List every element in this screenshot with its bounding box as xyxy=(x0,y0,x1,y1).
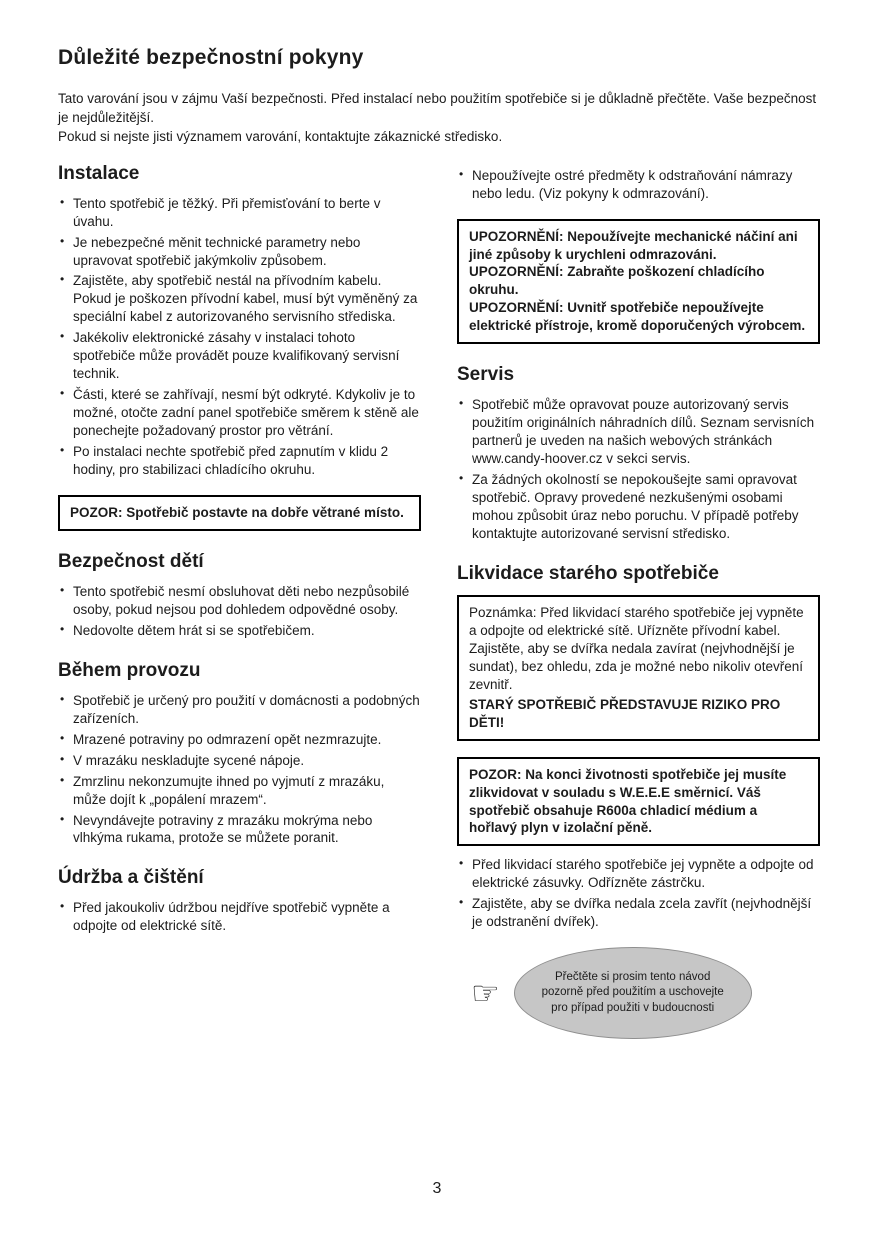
pointing-hand-icon: ☞ xyxy=(471,975,500,1012)
read-manual-text: Přečtěte si prosim tento návod pozorně před použitím a uschovejte pro případ použiti v budoucnosti xyxy=(541,970,724,1014)
page-number: 3 xyxy=(432,1180,442,1197)
intro-paragraph-2: Pokud si nejste jisti významem varování, kontaktujte zákaznické středisko. xyxy=(58,128,503,144)
list-item: • Jakékoliv elektronické zásahy v instalaci tohoto spotřebiče může provádět pouze kvalifikovaný servisní technik. xyxy=(58,329,421,383)
weee-pozor-box: POZOR: Na konci životnosti spotřebiče jej musíte zlikvidovat v souladu s W.E.E.E směrnicí. Váš spotřebič obsahuje R600a chladicí médium a hořlavý plyn v izolační pěně. xyxy=(457,757,820,847)
list-item: • Před likvidací starého spotřebiče jej vypněte a odpojte od elektrické zásuvky. Odřízněte zástrčku. xyxy=(457,856,820,892)
right-column xyxy=(457,163,820,1040)
list-item: • Zajistěte, aby se dvířka nedala zcela zavřít (nejvhodnější je odstranění dvířek). xyxy=(457,895,820,931)
section-heading-bezpecnost-deti: Bezpečnost dětí xyxy=(58,550,204,572)
list-item: • Nedovolte dětem hrát si se spotřebičem. xyxy=(58,622,421,640)
pozor-warning-box: POZOR: Spotřebič postavte na dobře větrané místo. xyxy=(58,495,421,531)
list-item: • Spotřebič může opravovat pouze autorizovaný servis použitím originálních náhradních dílů. Seznam servisních partnerů je uveden na našich webových stránkách www.candy-hoover.cz v sekci servis. xyxy=(457,396,820,468)
list-item: • Části, které se zahřívají, nesmí být odkryté. Kdykoliv je to možné, otočte zadní panel spotřebiče směrem k stěně ale ponechejte požadovaný prostor pro větrání. xyxy=(58,386,421,440)
odmrazovani-list xyxy=(457,167,820,203)
udrzba-list xyxy=(58,899,421,935)
read-manual-note xyxy=(457,947,820,1039)
section-heading-likvidace: Likvidace starého spotřebiče xyxy=(457,562,719,584)
section-heading-behem-provozu: Během provozu xyxy=(58,659,201,681)
instalace-list xyxy=(58,195,421,479)
bezpecnost-deti-list xyxy=(58,583,421,640)
behem-provozu-list xyxy=(58,692,421,848)
note-warning-text: STARÝ SPOTŘEBIČ PŘEDSTAVUJE RIZIKO PRO DĚTI! xyxy=(469,696,781,730)
list-item: • Po instalaci nechte spotřebič před zapnutím v klidu 2 hodiny, pro stabilizaci chladícího okruhu. xyxy=(58,443,421,479)
list-item: • Je nebezpečné měnit technické parametry nebo upravovat spotřebič jakýmkoliv způsobem. xyxy=(58,234,421,270)
list-item: • Před jakoukoliv údržbou nejdříve spotřebič vypněte a odpojte od elektrické sítě. xyxy=(58,899,421,935)
list-item: • Tento spotřebič nesmí obsluhovat děti nebo nezpůsobilé osoby, pokud nejsou pod dohledem odpovědné osoby. xyxy=(58,583,421,619)
list-item: • Mrazené potraviny po odmrazení opět nezmrazujte. xyxy=(58,731,421,749)
upozorneni-warning-box xyxy=(457,219,820,345)
list-item: • Tento spotřebič je těžký. Při přemisťování to berte v úvahu. xyxy=(58,195,421,231)
warning-line: UPOZORNĚNÍ: Uvnitř spotřebiče nepoužívejte elektrické přístroje, kromě doporučených výrobcem. xyxy=(469,300,806,334)
list-item: • Zmrzlinu nekonzumujte ihned po vyjmutí z mrazáku, může dojít k „popálení mrazem“. xyxy=(58,773,421,809)
section-heading-instalace: Instalace xyxy=(58,162,140,184)
likvidace-note-box xyxy=(457,595,820,741)
left-column xyxy=(58,163,421,1040)
section-heading-servis: Servis xyxy=(457,364,515,386)
list-item: • Spotřebič je určený pro použití v domácnosti a podobných zařízeních. xyxy=(58,692,421,728)
warning-line: UPOZORNĚNÍ: Nepoužívejte mechanické náčiní ani jiné způsoby k urychleni odmrazováni. xyxy=(469,228,798,262)
list-item: • V mrazáku neskladujte sycené nápoje. xyxy=(58,752,421,770)
warning-line: UPOZORNĚNÍ: Zabraňte poškození chladícího okruhu. xyxy=(469,264,765,298)
list-item: • Nevyndávejte potraviny z mrazáku mokrýma nebo vlhkýma rukama, protože se můžete poranit. xyxy=(58,812,421,848)
intro-paragraph-1: Tato varování jsou v zájmu Vaší bezpečnosti. Před instalací nebo použitím spotřebiče si je důkladně přečtěte. Vaše bezpečnost je nejdůležitější. xyxy=(58,91,817,125)
likvidace-list xyxy=(457,856,820,931)
servis-list xyxy=(457,396,820,543)
page-title: Důležité bezpečnostní pokyny xyxy=(58,46,364,69)
list-item: • Nepoužívejte ostré předměty k odstraňování námrazy nebo ledu. (Viz pokyny k odmrazování). xyxy=(457,167,820,203)
list-item: • Zajistěte, aby spotřebič nestál na přívodním kabelu. Pokud je poškozen přívodní kabel, musí být vyměněný za speciální kabel z autorizovaného servisního střediska. xyxy=(58,272,421,326)
read-manual-oval xyxy=(514,947,752,1039)
list-item: • Za žádných okolností se nepokoušejte sami opravovat spotřebič. Opravy provedené nezkušenými osobami mohou způsobit úraz nebo poruchu. V případě potřeby kontaktujte autorizované servisní středisko. xyxy=(457,471,820,543)
section-heading-udrzba: Údržba a čištění xyxy=(58,867,204,889)
intro-paragraphs xyxy=(58,90,820,147)
note-text: Poznámka: Před likvidací starého spotřebiče jej vypněte a odpojte od elektrické sítě. Uřízněte přívodní kabel. Zajistěte, aby se dvířka nedala zavírat (nejvhodnější je sundat), bez ohledu, zda je možné nebo nikoliv otevření zevnitř. xyxy=(469,604,804,692)
two-column-layout xyxy=(58,163,820,1040)
